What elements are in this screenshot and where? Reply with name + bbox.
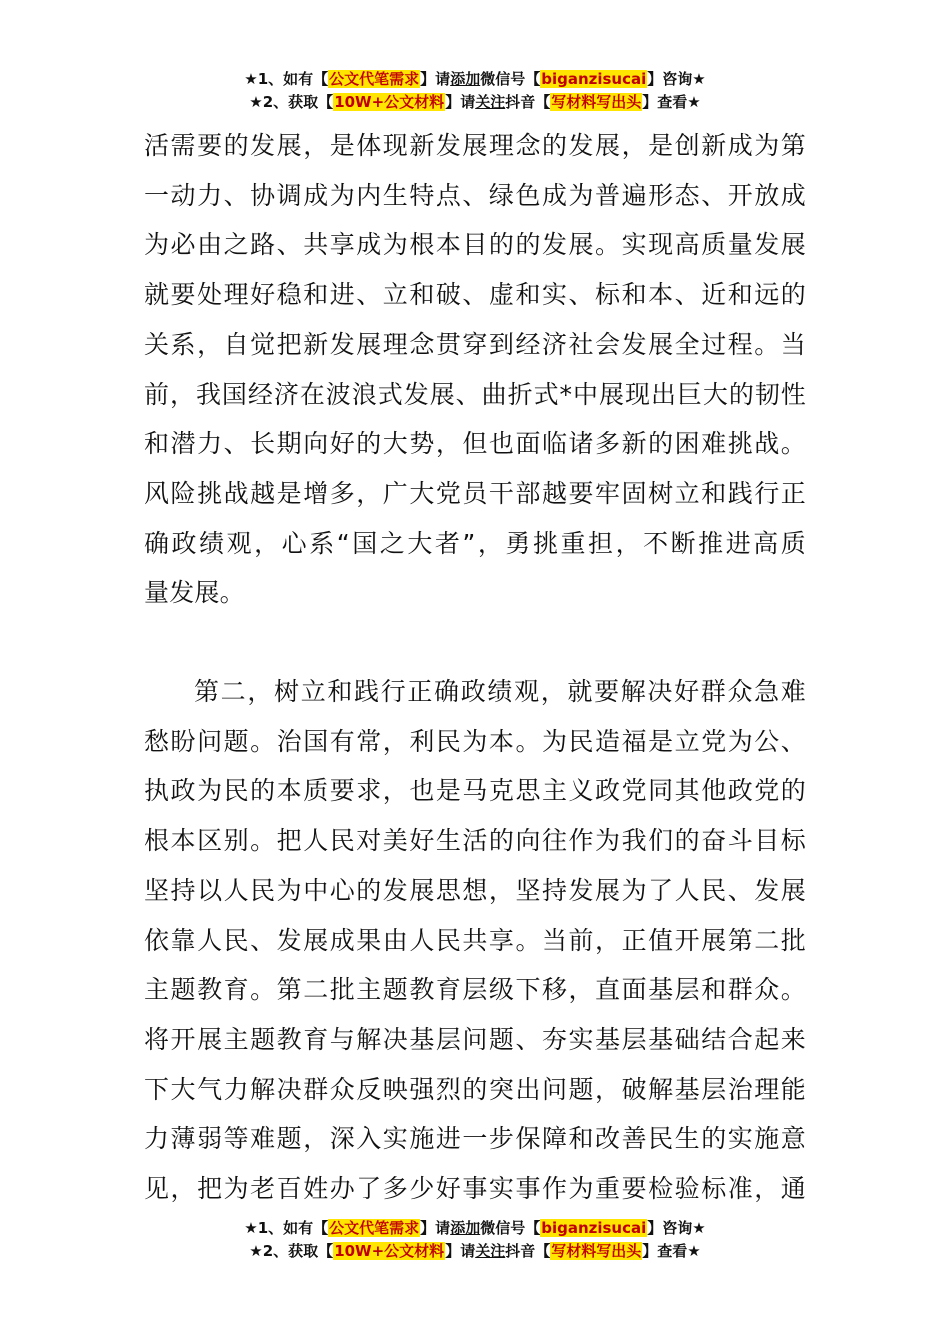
banner-line-1: [0, 1217, 950, 1240]
paragraph-1: [144, 121, 806, 618]
banner-highlight: biganzisucai: [541, 1219, 647, 1237]
banner-line-2: [0, 1240, 950, 1263]
footer-banner: [0, 1217, 950, 1263]
paragraph-2: [144, 667, 806, 1214]
banner-highlight: 写材料写出头: [551, 1242, 642, 1260]
banner-highlight: 10W+公文材料: [334, 1242, 445, 1260]
banner-text: 抖音【: [505, 1242, 551, 1260]
text-line: 量发展。: [144, 578, 245, 608]
banner-underline: 添加: [450, 70, 481, 88]
text-line: 就要处理好稳和进、立和破、虚和实、标和本、近和远的: [144, 280, 806, 310]
text-line: 主题教育。第二批主题教育层级下移，直面基层和群众。: [144, 975, 806, 1005]
banner-highlight: 公文代笔需求: [329, 1219, 420, 1237]
text-line: 坚持以人民为中心的发展思想，坚持发展为了人民、发展: [144, 875, 806, 905]
text-line: 见，把为老百姓办了多少好事实事作为重要检验标准，通: [144, 1174, 806, 1204]
banner-text: 】请: [420, 1219, 451, 1237]
banner-highlight: 10W+公文材料: [334, 93, 445, 111]
banner-text: 】请: [445, 93, 476, 111]
banner-highlight: 公文代笔需求: [329, 70, 420, 88]
text-line: 活需要的发展，是体现新发展理念的发展，是创新成为第: [144, 131, 806, 160]
banner-text: 】请: [445, 1242, 476, 1260]
text-line: 和潜力、长期向好的大势，但也面临诸多新的困难挑战。: [144, 429, 806, 459]
banner-text: ★1、如有【: [244, 70, 329, 88]
banner-text: 微信号【: [480, 70, 541, 88]
banner-text: ★1、如有【: [244, 1219, 329, 1237]
text-line: 执政为民的本质要求，也是马克思主义政党同其他政党的: [144, 776, 806, 806]
banner-text: 】查看★: [642, 93, 701, 111]
banner-underline: 关注: [475, 93, 506, 111]
banner-underline: 添加: [450, 1219, 481, 1237]
banner-text: 抖音【: [505, 93, 551, 111]
text-line: 确政绩观，心系“国之大者”，勇挑重担，不断推进高质: [144, 528, 806, 558]
text-line: 为必由之路、共享成为根本目的的发展。实现高质量发展: [144, 230, 806, 260]
header-banner: [0, 68, 950, 114]
banner-text: 】请: [420, 70, 451, 88]
text-line: 愁盼问题。治国有常，利民为本。为民造福是立党为公、: [144, 726, 806, 756]
banner-text: ★2、获取【: [249, 93, 334, 111]
banner-line-2: [0, 91, 950, 114]
text-line: 力薄弱等难题，深入实施进一步保障和改善民生的实施意: [144, 1124, 806, 1154]
banner-text: ★2、获取【: [249, 1242, 334, 1260]
banner-underline: 关注: [475, 1242, 506, 1260]
text-line: 风险挑战越是增多，广大党员干部越要牢固树立和践行正: [144, 478, 806, 508]
banner-text: 】查看★: [642, 1242, 701, 1260]
banner-text: 微信号【: [480, 1219, 541, 1237]
text-line: 关系，自觉把新发展理念贯穿到经济社会发展全过程。当: [144, 329, 806, 359]
banner-text: 】咨询★: [647, 1219, 706, 1237]
text-line: 依靠人民、发展成果由人民共享。当前，正值开展第二批: [144, 925, 806, 955]
text-line: 根本区别。把人民对美好生活的向往作为我们的奋斗目标: [144, 826, 806, 856]
banner-text: 】咨询★: [647, 70, 706, 88]
text-line: 前，我国经济在波浪式发展、曲折式*中展现出巨大的韧性: [144, 379, 806, 409]
text-line: 第二，树立和践行正确政绩观，就要解决好群众急难: [194, 677, 806, 706]
banner-highlight: 写材料写出头: [551, 93, 642, 111]
text-line: 一动力、协调成为内生特点、绿色成为普遍形态、开放成: [144, 180, 806, 210]
text-line: 将开展主题教育与解决基层问题、夯实基层基础结合起来: [144, 1024, 806, 1054]
banner-line-1: [0, 68, 950, 91]
banner-highlight: biganzisucai: [541, 70, 647, 88]
text-line: 下大气力解决群众反映强烈的突出问题，破解基层治理能: [144, 1074, 806, 1104]
